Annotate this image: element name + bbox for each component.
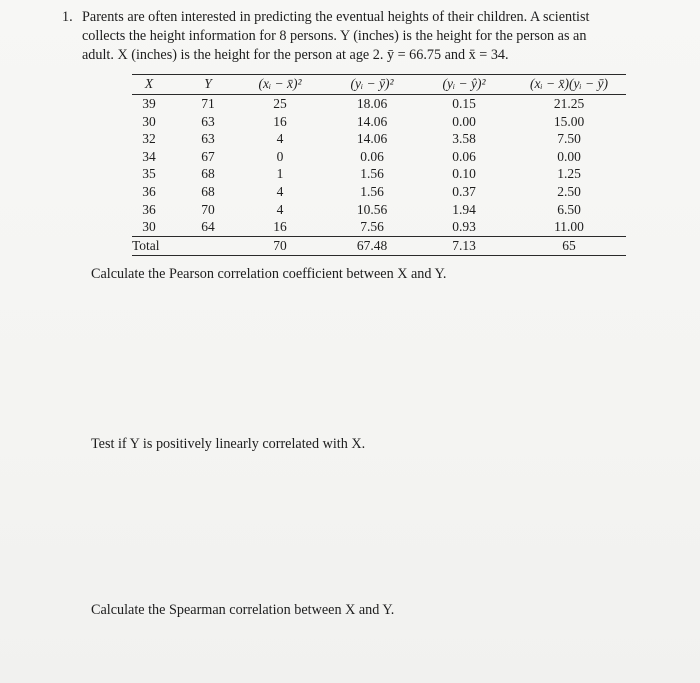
cell-y-dev-sq: 1.56: [360, 166, 384, 182]
cell-x: 30: [142, 219, 156, 235]
problem-text-line-2: collects the height information for 8 persons. Y (inches) is the height for the person as an: [82, 28, 587, 44]
cell-cross-product: 2.50: [557, 184, 581, 199]
cell-x-dev-sq: 1: [276, 166, 284, 182]
header-x-dev-sq: (xᵢ − x̄)²: [258, 76, 302, 91]
cell-resid-sq: 3.58: [452, 131, 476, 147]
cell-y: 68: [201, 166, 215, 182]
cell-y-dev-sq: 0.06: [360, 148, 384, 164]
cell-cross-product: 1.25: [557, 166, 581, 182]
header-y: Y: [204, 76, 212, 91]
cell-x: 36: [142, 201, 156, 217]
cell-x: 39: [142, 96, 156, 111]
cell-y: 63: [201, 113, 215, 129]
cell-x-dev-sq: 16: [273, 113, 287, 129]
cell-cross-product: 6.50: [557, 201, 581, 217]
cell-x-dev-sq: 4: [276, 201, 284, 217]
total-cross-product: 65: [562, 238, 576, 253]
cell-cross-product: 7.50: [557, 131, 581, 147]
cell-cross-product: 15.00: [553, 113, 585, 129]
cell-resid-sq: 0.37: [452, 184, 476, 199]
cell-resid-sq: 0.10: [452, 166, 476, 182]
cell-y: 67: [201, 148, 215, 164]
total-x-dev-sq: 70: [273, 238, 287, 253]
cell-x: 32: [142, 131, 156, 147]
cell-x-dev-sq: 4: [276, 131, 284, 147]
question-spearman: Calculate the Spearman correlation between X and Y.: [91, 602, 395, 618]
cell-x: 35: [142, 166, 156, 182]
header-resid-sq: (yᵢ − ŷ)²: [442, 76, 486, 91]
cell-x-dev-sq: 25: [273, 96, 287, 111]
cell-resid-sq: 0.00: [452, 113, 476, 129]
header-cross-product: (xᵢ − x̄)(yᵢ − ȳ): [530, 76, 608, 91]
problem-text-line-1: Parents are often interested in predicting the eventual heights of their children. A scientist: [82, 9, 590, 25]
cell-cross-product: 21.25: [553, 96, 585, 111]
cell-cross-product: 0.00: [557, 148, 581, 164]
cell-y-dev-sq: 14.06: [356, 131, 388, 147]
cell-x-dev-sq: 0: [276, 148, 284, 164]
cell-y: 71: [201, 96, 215, 111]
cell-y-dev-sq: 14.06: [356, 113, 388, 129]
cell-y-dev-sq: 18.06: [356, 96, 388, 111]
cell-y: 64: [201, 219, 215, 235]
total-resid-sq: 7.13: [452, 238, 476, 253]
cell-x: 30: [142, 113, 156, 129]
cell-y-dev-sq: 7.56: [360, 219, 384, 235]
table-bottom-rule: [132, 255, 626, 256]
total-label: Total: [132, 238, 160, 253]
cell-x: 34: [142, 148, 156, 164]
cell-y: 68: [201, 184, 215, 199]
header-y-dev-sq: (yᵢ − ȳ)²: [350, 76, 394, 91]
cell-y-dev-sq: 1.56: [360, 184, 384, 199]
cell-x-dev-sq: 4: [276, 184, 284, 199]
cell-resid-sq: 0.93: [452, 219, 476, 235]
cell-resid-sq: 0.15: [452, 96, 476, 111]
problem-number: 1.: [62, 9, 73, 25]
cell-resid-sq: 0.06: [452, 148, 476, 164]
total-y-dev-sq: 67.48: [356, 238, 388, 253]
header-x: X: [144, 76, 154, 91]
problem-text-line-3: adult. X (inches) is the height for the person at age 2. ȳ = 66.75 and x̄ = 34.: [82, 47, 509, 63]
cell-x-dev-sq: 16: [273, 219, 287, 235]
cell-cross-product: 11.00: [554, 219, 584, 235]
cell-y-dev-sq: 10.56: [356, 201, 388, 217]
cell-y: 70: [201, 201, 215, 217]
question-test-correlation: Test if Y is positively linearly correlated with X.: [91, 436, 366, 452]
cell-y: 63: [201, 131, 215, 147]
cell-x: 36: [142, 184, 156, 199]
question-pearson: Calculate the Pearson correlation coefficient between X and Y.: [91, 266, 447, 282]
cell-resid-sq: 1.94: [452, 201, 476, 217]
